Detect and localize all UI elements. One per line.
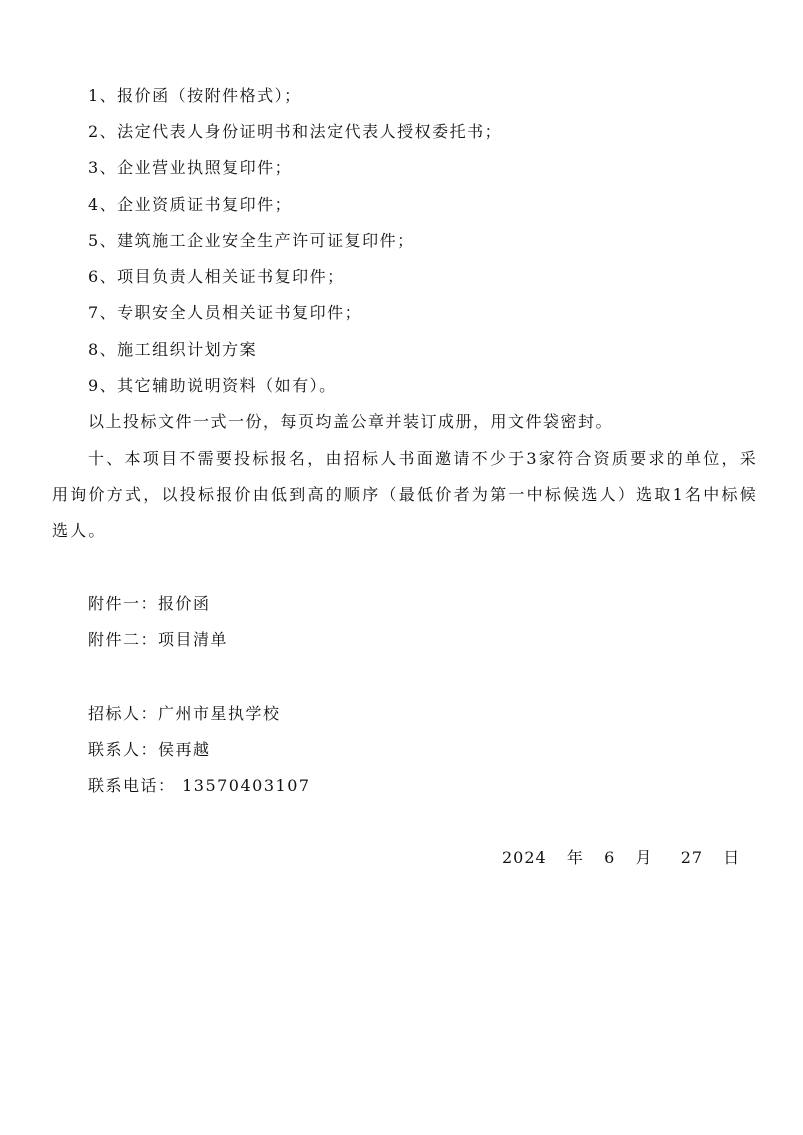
- date-month: 6: [604, 848, 616, 867]
- contact-person-line: 联系人：侯再越: [88, 740, 211, 759]
- list-item-7: 7、专职安全人员相关证书复印件；: [88, 303, 363, 322]
- attachment-one: 附件一：报价函: [88, 594, 211, 613]
- attachment-two: 附件二：项目清单: [88, 630, 229, 649]
- tenderer-line: 招标人：广州市星执学校: [88, 704, 281, 723]
- list-item-3: 3、企业营业执照复印件；: [88, 158, 293, 177]
- list-item-1: 1、报价函（按附件格式）；: [88, 86, 302, 105]
- date-month-unit: 月: [635, 848, 653, 867]
- contact-phone-line: 联系电话： 13570403107: [88, 776, 311, 795]
- list-item-2: 2、法定代表人身份证明书和法定代表人授权委托书；: [88, 122, 503, 141]
- date-day-unit: 日: [723, 848, 741, 867]
- date-year: 2024: [502, 848, 547, 867]
- packaging-note: 以上投标文件一式一份，每页均盖公章并装订成册，用文件袋密封。: [88, 412, 614, 431]
- document-date: [502, 848, 740, 868]
- date-day: 27: [680, 848, 704, 867]
- list-item-6: 6、项目负责人相关证书复印件；: [88, 267, 345, 286]
- section-ten-paragraph: 十、本项目不需要投标报名，由招标人书面邀请不少于3家符合资质要求的单位，采用询价方式，以投标报价由低到高的顺序（最低价者为第一中标候选人）选取1名中标候选人。: [52, 449, 758, 540]
- date-year-unit: 年: [566, 848, 584, 867]
- list-item-9: 9、其它辅助说明资料（如有）。: [88, 376, 337, 395]
- list-item-5: 5、建筑施工企业安全生产许可证复印件；: [88, 231, 415, 250]
- list-item-4: 4、企业资质证书复印件；: [88, 195, 293, 214]
- list-item-8: 8、施工组织计划方案: [88, 340, 258, 359]
